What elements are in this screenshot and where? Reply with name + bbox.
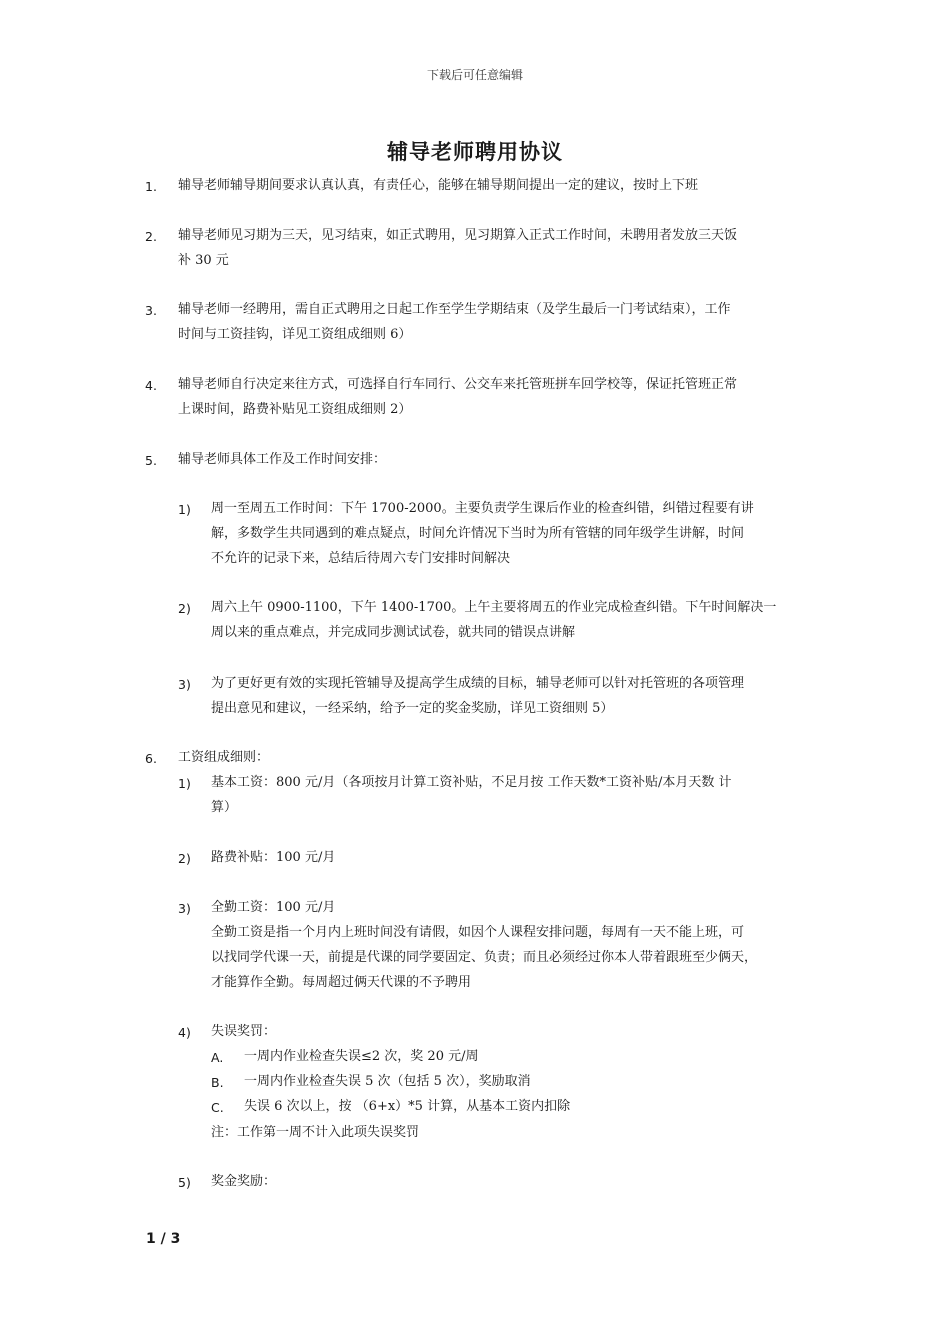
subitem-number: 5)	[178, 1175, 191, 1190]
subitem-text: 路费补贴：100 元/月	[211, 850, 336, 865]
subitem-text: 提出意见和建议，一经采纳，给予一定的奖金奖励，详见工资细则 5）	[211, 701, 614, 716]
subitem-text: 为了更好更有效的实现托管辅导及提高学生成绩的目标，辅导老师可以针对托管班的各项管理	[211, 676, 745, 691]
header-note: 下载后可任意编辑	[426, 68, 523, 82]
subitem-text: 不允许的记录下来，总结后待周六专门安排时间解决	[211, 551, 511, 566]
note-text: 注：工作第一周不计入此项失误奖罚	[211, 1125, 420, 1140]
subitem-text: 才能算作全勤。每周超过俩天代课的不予聘用	[211, 975, 472, 990]
item-text: 上课时间，路费补贴见工资组成细则 2）	[178, 402, 412, 417]
subitem-number: 2)	[178, 851, 191, 866]
item-text: 补 30 元	[178, 253, 229, 268]
item-number: 2.	[145, 229, 157, 244]
item-number: 6.	[145, 751, 157, 766]
item-text: 辅导老师见习期为三天，见习结束，如正式聘用，见习期算入正式工作时间，未聘用者发放三天饭	[178, 228, 738, 243]
item-text: 辅导老师一经聘用，需自正式聘用之日起工作至学生学期结束（及学生最后一门考试结束），工作	[178, 302, 731, 317]
sublist-text: 失误 6 次以上，按 （6+x）*5 计算，从基本工资内扣除	[244, 1099, 571, 1114]
item-number: 5.	[145, 453, 157, 468]
sublist-text: 一周内作业检查失误≤2 次，奖 20 元/周	[244, 1049, 479, 1064]
item-text: 时间与工资挂钩，详见工资组成细则 6）	[178, 327, 412, 342]
subitem-number: 3)	[178, 901, 191, 916]
subitem-text: 周六上午 0900-1100，下午 1400-1700。上午主要将周五的作业完成检查纠错。下午时间解决一	[211, 600, 777, 615]
item-number: 3.	[145, 303, 157, 318]
subitem-number: 4)	[178, 1025, 191, 1040]
page-number: 1 / 3	[146, 1231, 181, 1247]
item-number: 4.	[145, 378, 157, 393]
document-title: 辅导老师聘用协议	[387, 139, 563, 164]
subitem-text: 全勤工资是指一个月内上班时间没有请假，如因个人课程安排问题，每周有一天不能上班，可	[211, 925, 745, 940]
item-text: 辅导老师辅导期间要求认真认真，有责任心，能够在辅导期间提出一定的建议，按时上下班	[178, 178, 699, 193]
item-text: 辅导老师自行决定来往方式，可选择自行车同行、公交车来托管班拼车回学校等，保证托管班正常	[178, 377, 738, 392]
subitem-text: 失误奖罚：	[211, 1024, 277, 1039]
sublist-letter: B.	[211, 1075, 224, 1090]
subitem-number: 1)	[178, 502, 191, 517]
item-text: 辅导老师具体工作及工作时间安排：	[178, 452, 387, 467]
sublist-letter: C.	[211, 1100, 224, 1115]
subitem-text: 奖金奖励：	[211, 1174, 277, 1189]
subitem-text: 以找同学代课一天，前提是代课的同学要固定、负责；而且必须经过你本人带着跟班至少俩天，	[211, 950, 758, 965]
subitem-number: 1)	[178, 776, 191, 791]
subitem-number: 2)	[178, 601, 191, 616]
subitem-text: 基本工资：800 元/月（各项按月计算工资补贴，不足月按 工作天数*工资补贴/本月天数 计	[211, 775, 732, 790]
subitem-text: 周以来的重点难点，并完成同步测试试卷，就共同的错误点讲解	[211, 625, 576, 640]
item-text: 工资组成细则：	[178, 750, 270, 765]
subitem-text: 解，多数学生共同遇到的难点疑点，时间允许情况下当时为所有管辖的同年级学生讲解，时间	[211, 526, 745, 541]
subitem-number: 3)	[178, 677, 191, 692]
item-number: 1.	[145, 179, 157, 194]
subitem-text: 算）	[211, 800, 238, 815]
subitem-text: 周一至周五工作时间：下午 1700-2000。主要负责学生课后作业的检查纠错，纠错过程要有讲	[211, 501, 754, 516]
subitem-text: 全勤工资：100 元/月	[211, 900, 336, 915]
sublist-letter: A.	[211, 1050, 224, 1065]
sublist-text: 一周内作业检查失误 5 次（包括 5 次），奖励取消	[244, 1074, 531, 1089]
